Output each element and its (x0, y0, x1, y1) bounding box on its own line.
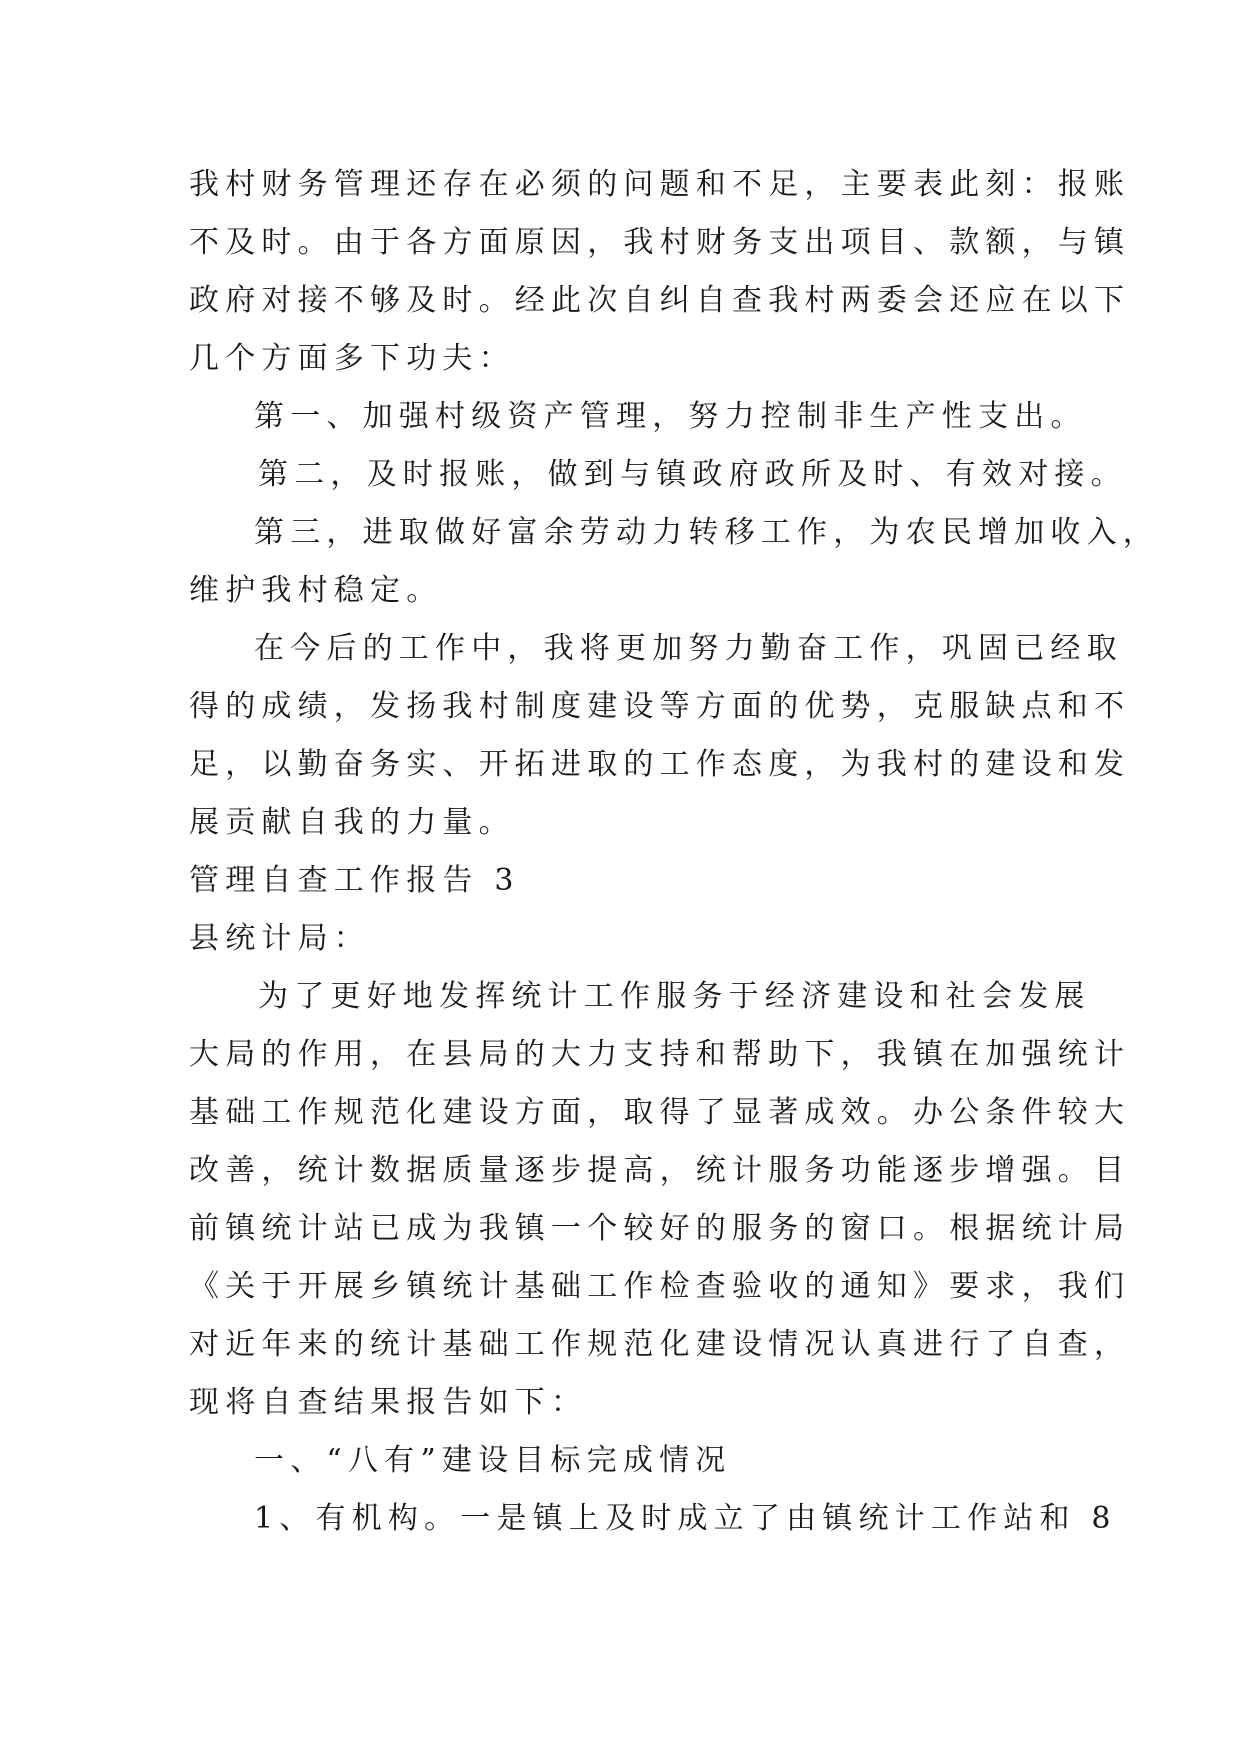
subsection-heading: 一、“八有”建设目标完成情况 (254, 1443, 732, 1478)
body-line: 第二，及时报账，做到与镇政府政所及时、有效对接。 (258, 457, 1127, 492)
body-line: 足，以勤奋务实、开拓进取的工作态度，为我村的建设和发 (189, 747, 1131, 782)
body-line: 我村财务管理还存在必须的问题和不足，主要表此刻：报账 (189, 167, 1131, 202)
body-line: 第一、加强村级资产管理，努力控制非生产性支出。 (254, 399, 1087, 434)
body-line: 展贡献自我的力量。 (189, 805, 515, 840)
body-line: 几个方面多下功夫： (189, 341, 515, 376)
body-line: 在今后的工作中，我将更加努力勤奋工作，巩固已经取 (254, 631, 1123, 666)
body-line: 维护我村稳定。 (189, 573, 443, 608)
section-heading: 管理自查工作报告 3 (189, 863, 520, 898)
body-line: 对近年来的统计基础工作规范化建设情况认真进行了自查， (189, 1327, 1131, 1362)
body-line: 现将自查结果报告如下： (189, 1385, 588, 1420)
body-line: 第三，进取做好富余劳动力转移工作，为农民增加收入， (254, 515, 1159, 550)
body-line: 基础工作规范化建设方面，取得了显著成效。办公条件较大 (189, 1095, 1131, 1130)
addressee: 县统计局： (189, 921, 370, 956)
body-line: 《关于开展乡镇统计基础工作检查验收的通知》要求，我们 (189, 1269, 1131, 1304)
body-line: 1、有机构。一是镇上及时成立了由镇统计工作站和 8 (254, 1501, 1117, 1536)
body-line: 政府对接不够及时。经此次自纠自查我村两委会还应在以下 (189, 283, 1131, 318)
body-line: 大局的作用，在县局的大力支持和帮助下，我镇在加强统计 (189, 1037, 1131, 1072)
body-line: 得的成绩，发扬我村制度建设等方面的优势，克服缺点和不 (189, 689, 1131, 724)
body-line: 为了更好地发挥统计工作服务于经济建设和社会发展 (258, 979, 1091, 1014)
body-line: 改善，统计数据质量逐步提高，统计服务功能逐步增强。目 (189, 1153, 1131, 1188)
body-line: 不及时。由于各方面原因，我村财务支出项目、款额，与镇 (189, 225, 1131, 260)
body-line: 前镇统计站已成为我镇一个较好的服务的窗口。根据统计局 (189, 1211, 1131, 1246)
